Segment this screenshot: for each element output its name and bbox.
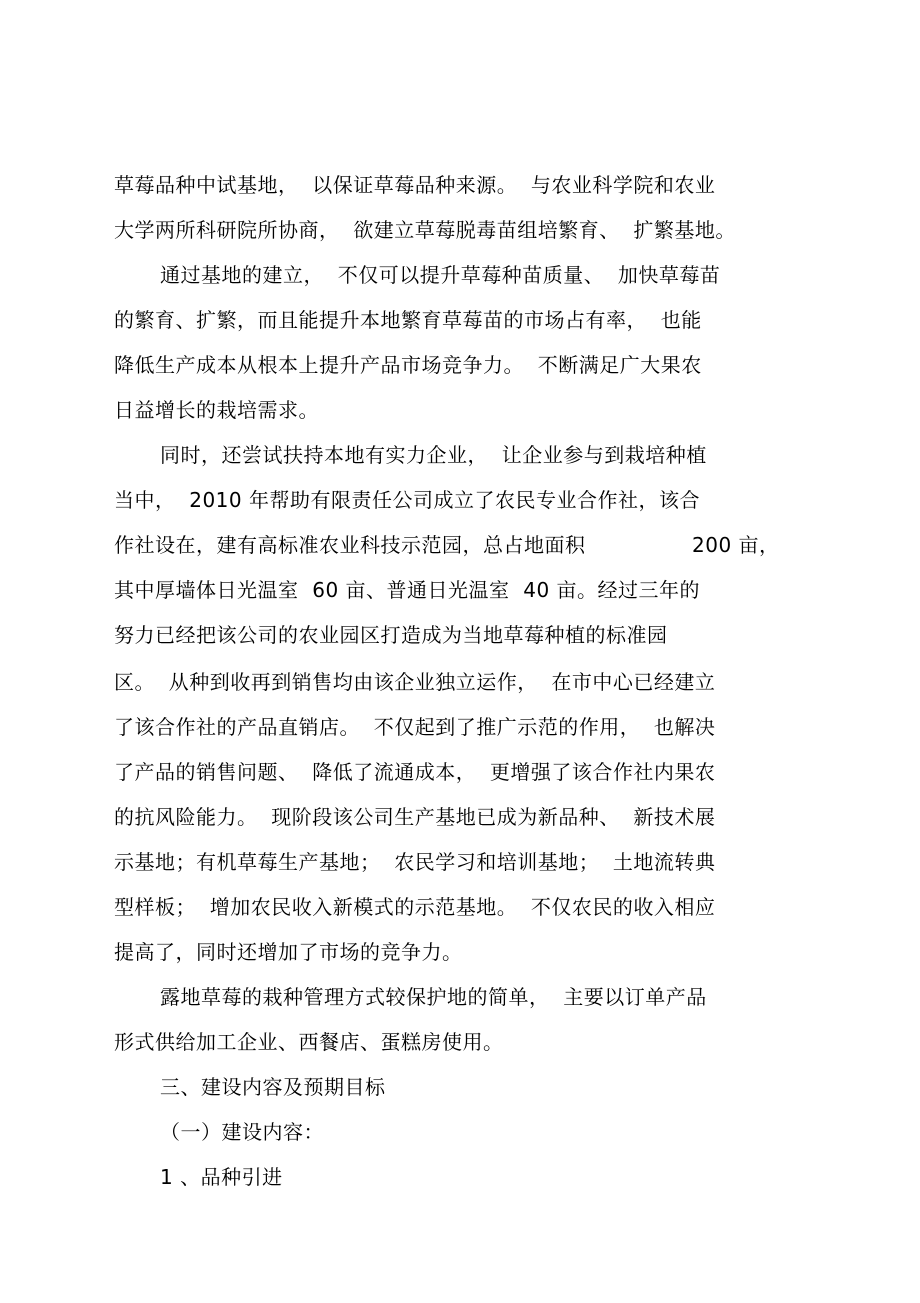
text-line-6: 日益增长的栽培需求。	[114, 398, 319, 422]
item-heading: 1 、品种引进	[160, 1165, 283, 1189]
text-line-14: 了产品的销售问题、 降低了流通成本， 更增强了该合作社内果农	[114, 760, 716, 784]
text-line-11: 努力已经把该公司的农业园区打造成为当地草莓种植的标准园	[114, 623, 668, 647]
text-line-18: 提高了，同时还增加了市场的竞争力。	[114, 940, 463, 964]
text-line-7: 同时，还尝试扶持本地有实力企业， 让企业参与到栽培种植	[160, 443, 707, 467]
text-line-10: 其中厚墙体日光温室 60 亩、普通日光温室 40 亩。经过三年的	[114, 578, 701, 602]
text-line-2: 大学两所科研院所协商， 欲建立草莓脱毒苗组培繁育、 扩繁基地。	[114, 218, 736, 242]
text-line-9: 作社设在，建有高标准农业科技示范园，总占地面积	[114, 533, 586, 557]
text-line-19: 露地草莓的栽种管理方式较保护地的简单， 主要以订单产品	[160, 985, 707, 1009]
section-heading: 三、建设内容及预期目标	[160, 1075, 386, 1099]
text-line-9-tail: 200 亩，	[692, 533, 780, 557]
text-line-1: 草莓品种中试基地， 以保证草莓品种来源。 与农业科学院和农业	[114, 173, 716, 197]
text-line-5: 降低生产成本从根本上提升产品市场竞争力。 不断满足广大果农	[114, 353, 702, 377]
text-line-16: 示基地；有机草莓生产基地； 农民学习和培训基地； 土地流转典	[114, 850, 716, 874]
text-line-17: 型样板； 增加农民收入新模式的示范基地。 不仅农民的收入相应	[114, 895, 716, 919]
text-line-12: 区。 从种到收再到销售均由该企业独立运作， 在市中心已经建立	[114, 670, 716, 694]
text-line-13: 了该合作社的产品直销店。 不仅起到了推广示范的作用， 也解决	[114, 715, 716, 739]
text-line-15: 的抗风险能力。 现阶段该公司生产基地已成为新品种、 新技术展	[114, 805, 716, 829]
subsection-heading: （一）建设内容：	[160, 1120, 324, 1144]
text-line-8: 当中， 2010 年帮助有限责任公司成立了农民专业合作社，该合	[114, 488, 700, 512]
text-line-20: 形式供给加工企业、西餐店、蛋糕房使用。	[114, 1030, 504, 1054]
text-line-3: 通过基地的建立， 不仅可以提升草莓种苗质量、 加快草莓苗	[160, 263, 721, 287]
text-line-4: 的繁育、扩繁，而且能提升本地繁育草莓苗的市场占有率， 也能	[114, 308, 702, 332]
